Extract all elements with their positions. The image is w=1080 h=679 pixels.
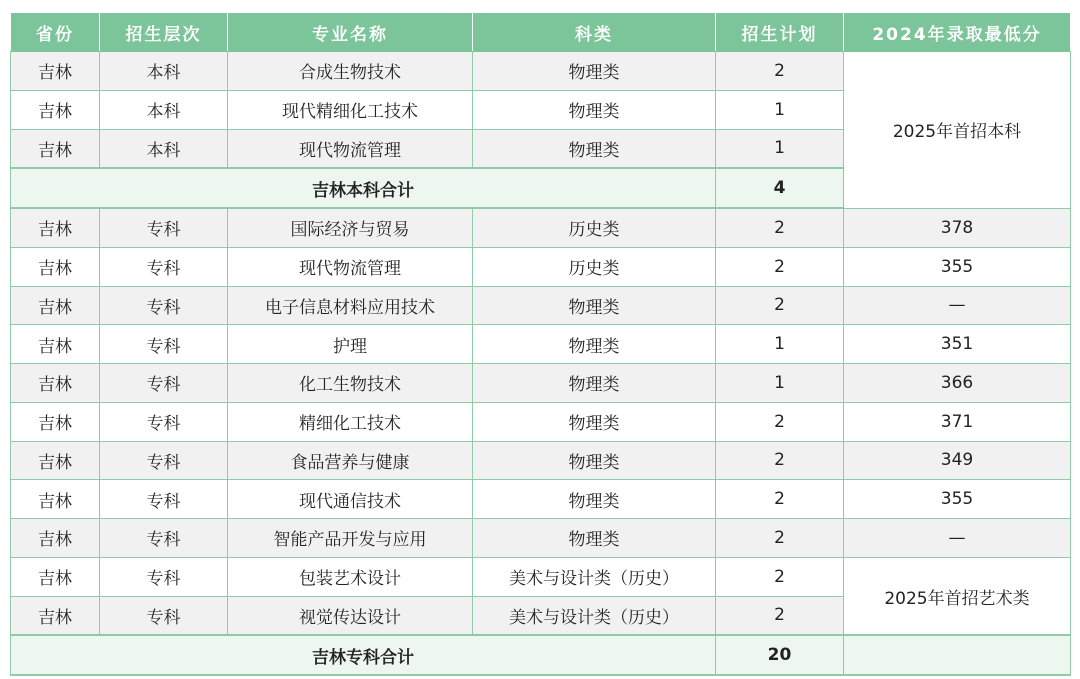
table-row <box>11 557 1071 596</box>
header-major: 专业名称 <box>228 13 473 52</box>
cell-category: 物理类 <box>473 364 716 403</box>
cell-province: 吉林 <box>11 90 100 129</box>
cell-min-score: 351 <box>844 325 1071 364</box>
cell-plan: 2 <box>716 480 844 519</box>
cell-category: 物理类 <box>473 129 716 168</box>
cell-min-score: 371 <box>844 402 1071 441</box>
cell-plan: 2 <box>716 402 844 441</box>
cell-min-score: 355 <box>844 247 1071 286</box>
header-category: 科类 <box>473 13 716 52</box>
cell-plan: 2 <box>716 247 844 286</box>
table-row <box>11 480 1071 519</box>
table-row <box>11 441 1071 480</box>
cell-category: 历史类 <box>473 208 716 247</box>
cell-level: 专科 <box>100 325 228 364</box>
subtotal-label: 吉林本科合计 <box>11 168 716 208</box>
cell-category: 物理类 <box>473 286 716 325</box>
note-first-bachelor: 2025年首招本科 <box>844 52 1071 209</box>
subtotal-value: 20 <box>716 635 844 675</box>
cell-province: 吉林 <box>11 519 100 558</box>
header-level: 招生层次 <box>100 13 228 52</box>
header-plan: 招生计划 <box>716 13 844 52</box>
cell-level: 专科 <box>100 557 228 596</box>
cell-plan: 2 <box>716 557 844 596</box>
cell-min-score: 378 <box>844 208 1071 247</box>
cell-major: 精细化工技术 <box>228 402 473 441</box>
cell-level: 专科 <box>100 286 228 325</box>
cell-province: 吉林 <box>11 596 100 635</box>
empty-cell <box>844 635 1071 675</box>
cell-province: 吉林 <box>11 208 100 247</box>
admission-plan-table <box>10 12 1071 676</box>
table-row <box>11 325 1071 364</box>
cell-province: 吉林 <box>11 52 100 91</box>
header-min-score: 2024年录取最低分 <box>844 13 1071 52</box>
table-row <box>11 208 1071 247</box>
cell-level: 专科 <box>100 402 228 441</box>
subtotal-row-associate <box>11 635 1071 675</box>
cell-province: 吉林 <box>11 480 100 519</box>
cell-level: 专科 <box>100 480 228 519</box>
cell-category: 物理类 <box>473 52 716 91</box>
table-header-row <box>11 13 1071 52</box>
cell-major: 包装艺术设计 <box>228 557 473 596</box>
cell-category: 美术与设计类（历史） <box>473 596 716 635</box>
cell-province: 吉林 <box>11 441 100 480</box>
table-row <box>11 402 1071 441</box>
cell-major: 现代物流管理 <box>228 129 473 168</box>
cell-min-score: — <box>844 519 1071 558</box>
cell-plan: 1 <box>716 129 844 168</box>
header-province: 省份 <box>11 13 100 52</box>
cell-plan: 2 <box>716 52 844 91</box>
cell-plan: 1 <box>716 90 844 129</box>
cell-level: 专科 <box>100 596 228 635</box>
cell-plan: 1 <box>716 364 844 403</box>
subtotal-value: 4 <box>716 168 844 208</box>
cell-level: 专科 <box>100 364 228 403</box>
cell-major: 现代物流管理 <box>228 247 473 286</box>
cell-plan: 2 <box>716 208 844 247</box>
cell-category: 美术与设计类（历史） <box>473 557 716 596</box>
cell-category: 物理类 <box>473 90 716 129</box>
note-first-art: 2025年首招艺术类 <box>844 557 1071 635</box>
cell-plan: 2 <box>716 441 844 480</box>
cell-level: 本科 <box>100 90 228 129</box>
cell-level: 专科 <box>100 247 228 286</box>
cell-min-score: — <box>844 286 1071 325</box>
cell-major: 现代通信技术 <box>228 480 473 519</box>
cell-province: 吉林 <box>11 402 100 441</box>
cell-category: 物理类 <box>473 480 716 519</box>
cell-major: 合成生物技术 <box>228 52 473 91</box>
cell-plan: 2 <box>716 519 844 558</box>
cell-level: 本科 <box>100 129 228 168</box>
cell-province: 吉林 <box>11 129 100 168</box>
cell-major: 现代精细化工技术 <box>228 90 473 129</box>
cell-min-score: 355 <box>844 480 1071 519</box>
cell-plan: 1 <box>716 325 844 364</box>
cell-min-score: 366 <box>844 364 1071 403</box>
cell-category: 物理类 <box>473 441 716 480</box>
cell-province: 吉林 <box>11 247 100 286</box>
cell-plan: 2 <box>716 596 844 635</box>
cell-major: 视觉传达设计 <box>228 596 473 635</box>
cell-major: 食品营养与健康 <box>228 441 473 480</box>
table-row <box>11 364 1071 403</box>
cell-level: 专科 <box>100 208 228 247</box>
cell-province: 吉林 <box>11 325 100 364</box>
subtotal-label: 吉林专科合计 <box>11 635 716 675</box>
cell-level: 本科 <box>100 52 228 91</box>
cell-category: 物理类 <box>473 325 716 364</box>
table-row <box>11 286 1071 325</box>
cell-plan: 2 <box>716 286 844 325</box>
cell-category: 物理类 <box>473 402 716 441</box>
cell-level: 专科 <box>100 519 228 558</box>
table-row <box>11 247 1071 286</box>
cell-category: 物理类 <box>473 519 716 558</box>
cell-major: 化工生物技术 <box>228 364 473 403</box>
table-row <box>11 519 1071 558</box>
cell-min-score: 349 <box>844 441 1071 480</box>
cell-province: 吉林 <box>11 364 100 403</box>
cell-major: 电子信息材料应用技术 <box>228 286 473 325</box>
cell-province: 吉林 <box>11 286 100 325</box>
cell-province: 吉林 <box>11 557 100 596</box>
table-row <box>11 52 1071 91</box>
cell-major: 护理 <box>228 325 473 364</box>
cell-major: 智能产品开发与应用 <box>228 519 473 558</box>
cell-major: 国际经济与贸易 <box>228 208 473 247</box>
cell-category: 历史类 <box>473 247 716 286</box>
cell-level: 专科 <box>100 441 228 480</box>
